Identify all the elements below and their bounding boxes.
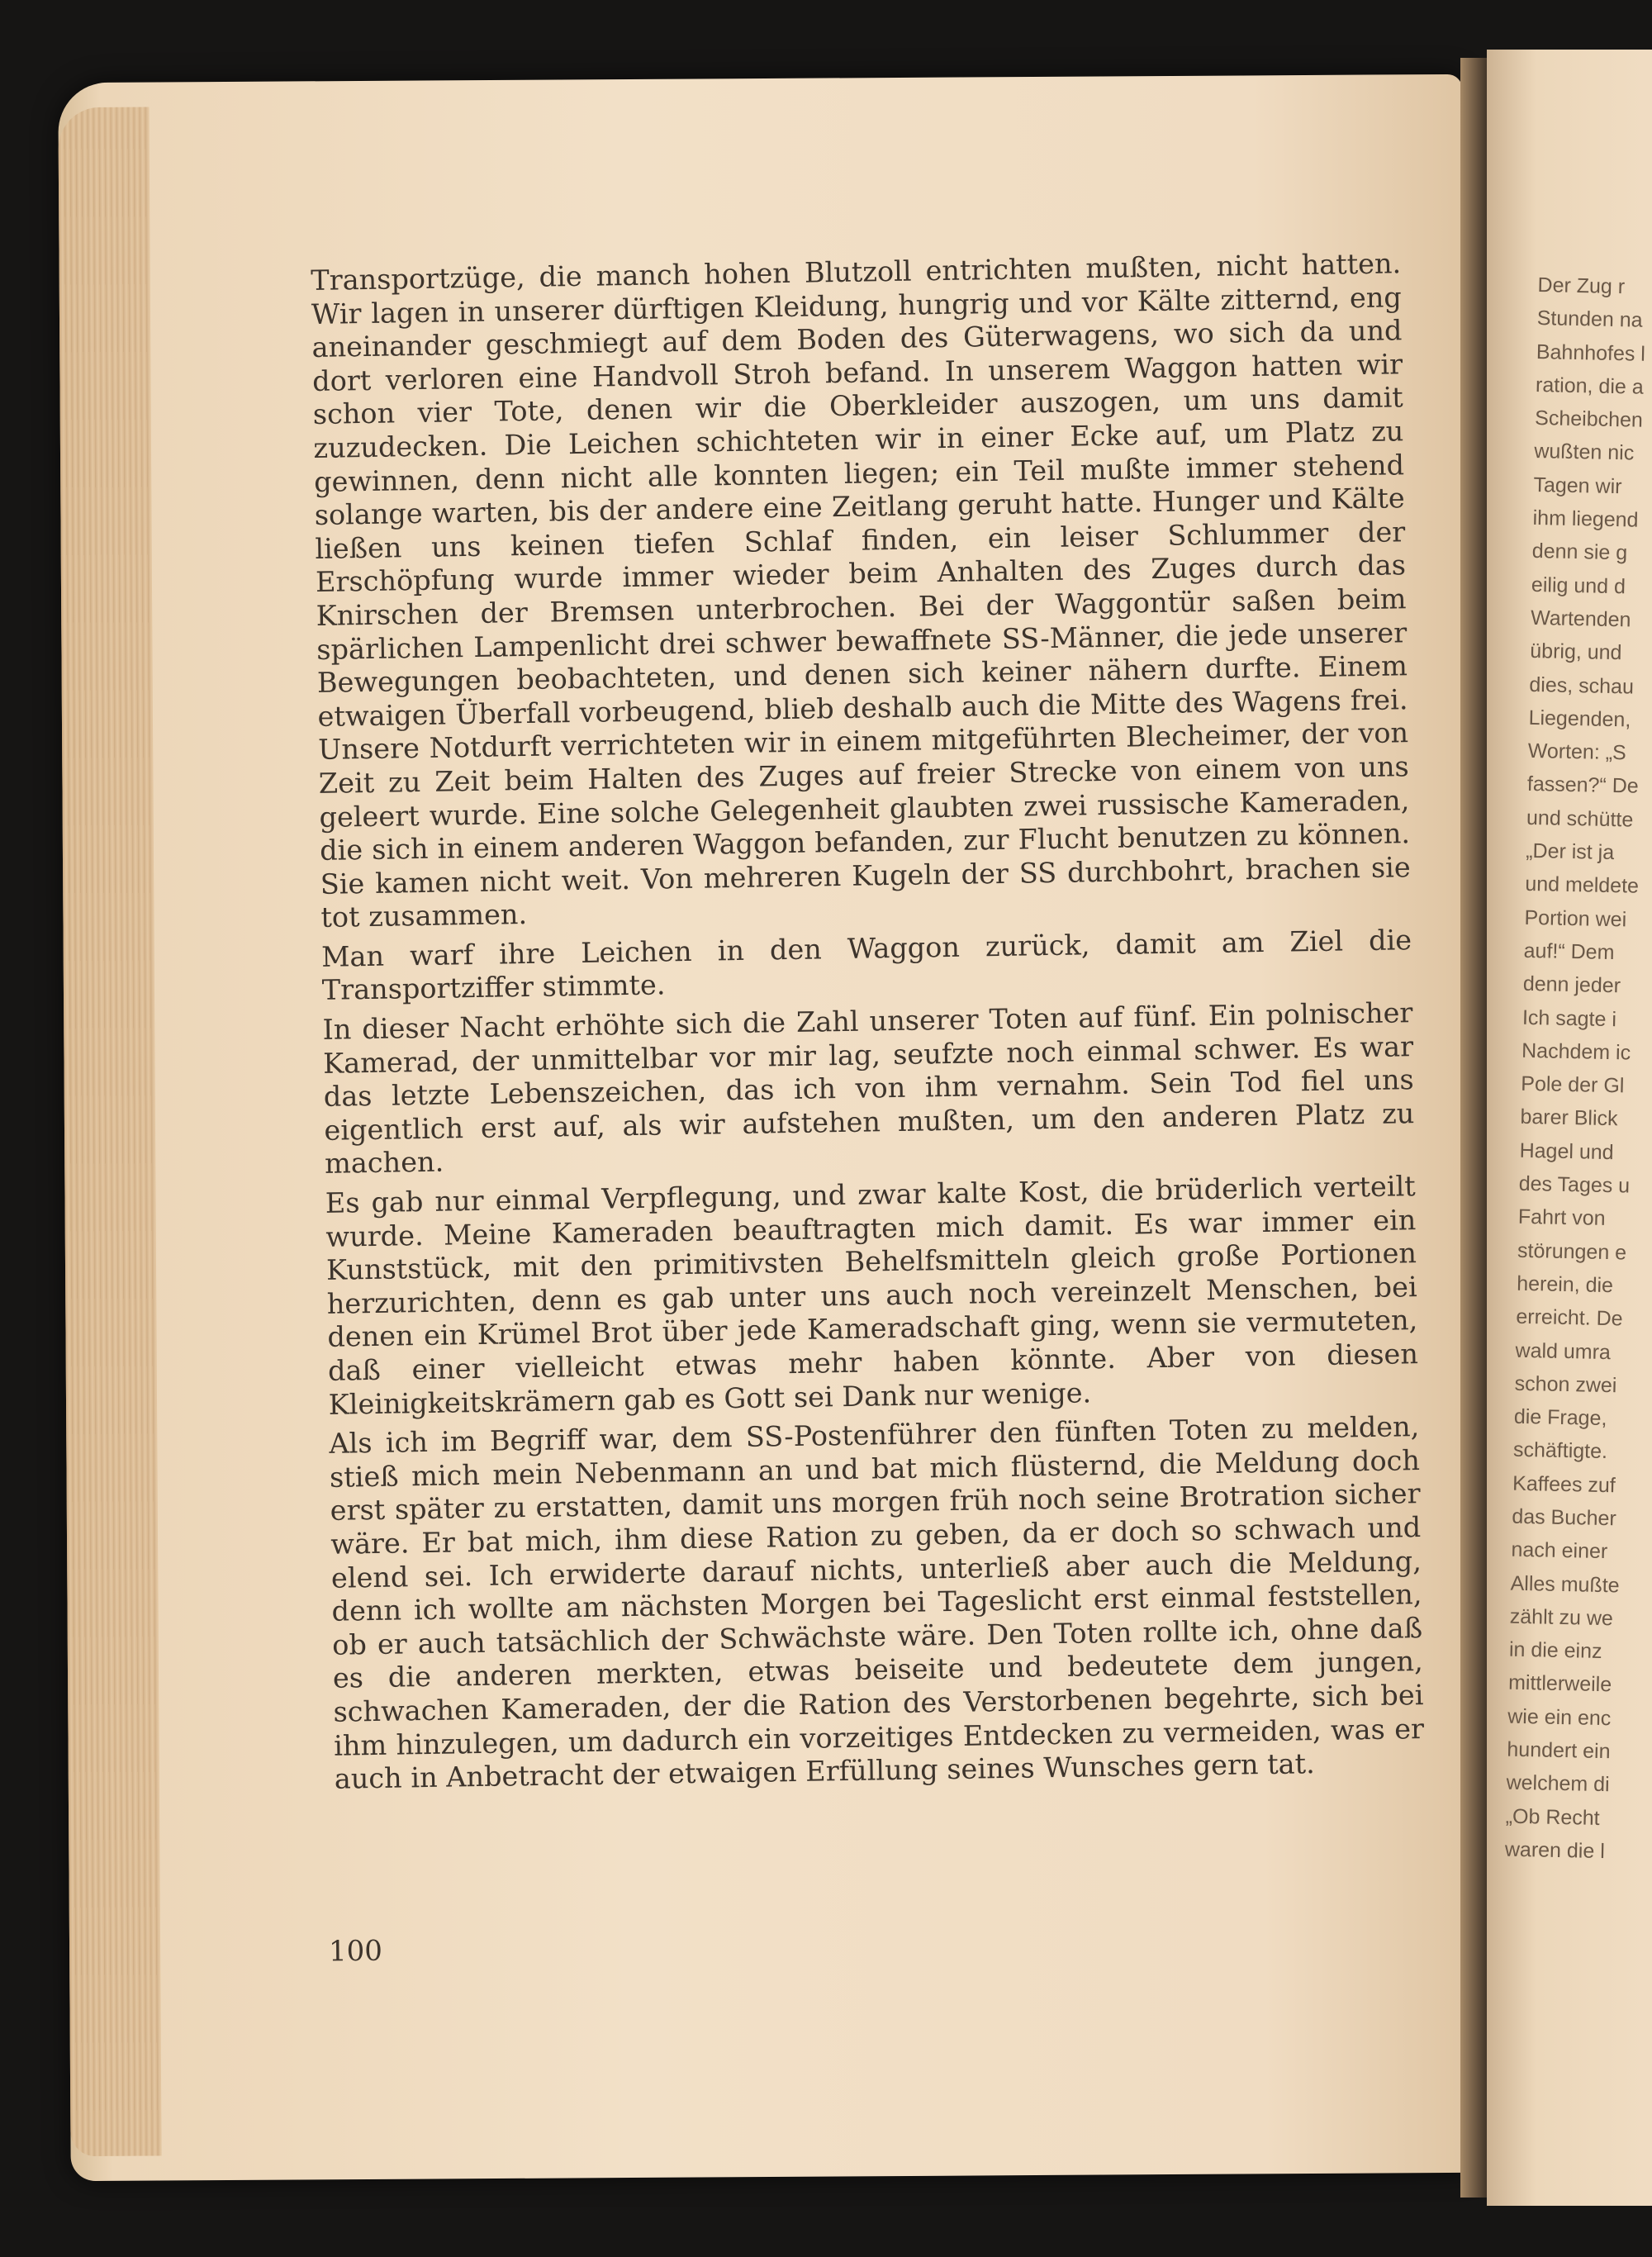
paragraph-3: In dieser Nacht erhöhte sich die Zahl unserer Toten auf fünf. Ein polnischer Kamerad, der unmittelbar vor mir lag, seufzte noch einmal schwer. Es war das letzte Lebenszeichen, das ich von ihm vernahm. Sein Tod fiel uns eigentlich erst auf, als wir aufstehen mußten, um den anderen Platz zu machen.	[322, 996, 1415, 1181]
paragraph-2: Man warf ihre Leichen in den Waggon zurück, damit am Ziel die Transportziffer stimmte.	[320, 924, 1412, 1007]
right-page-line: Nachdem ic	[1521, 1038, 1631, 1065]
right-page-line: Liegenden,	[1528, 706, 1631, 732]
right-page-line: herein, die	[1516, 1271, 1614, 1298]
right-page-line: Alles mußte	[1510, 1571, 1620, 1597]
right-page-line: denn jeder	[1522, 972, 1621, 998]
right-page-line: Tagen wir	[1533, 473, 1622, 498]
right-page-line: zählt zu we	[1509, 1604, 1614, 1631]
paragraph-1: Transportzüge, die manch hohen Blutzoll entrichten mußten, nicht hatten. Wir lagen in unserer dürftigen Kleidung, hungrig und vor Kälte zitternd, eng aneinander geschmiegt auf dem Boden des Güterwagens, wo sich da und dort verloren eine Handvoll Stroh befand. In unserem Waggon hatten wir schon vier Tote, denen wir die Oberkleider auszogen, um uns damit zuzudecken. Die Leichen schichteten wir in einer Ecke auf, um Platz zu gewinnen, denn nicht alle konnten liegen; ein Teil mußte immer stehend solange warten, bis der andere eine Zeitlang geruht hatte. Hunger und Kälte ließen uns keinen tiefen Schlaf finden, ein leiser Schlummer der Erschöpfung wurde immer wieder beim Anhalten des Zuges durch das Knirschen der Bremsen unterbrochen. Bei der Waggontür saßen beim spärlichen Lampenlicht drei schwer bewaffnete SS-Männer, die jede unserer Bewegungen beobachteten, und denen sich keiner nähern durfte. Einem etwaigen Überfall vorbeugend, blieb deshalb auch die Mitte des Wagens frei. Unsere Notdurft verrichteten wir in einem mitgeführten Blecheimer, der von Zeit zu Zeit beim Halten des Zuges auf freier Strecke von einem von uns geleert wurde. Eine solche Gelegenheit glaubten zwei russische Kameraden, die sich in einem anderen Waggon befanden, zur Flucht benutzen zu können. Sie kamen nicht weit. Von mehreren Kugeln der SS durchbohrt, brachen sie tot zusammen.	[311, 247, 1411, 934]
right-page-line: Portion wei	[1524, 905, 1627, 932]
right-page-line: ihm liegend	[1532, 506, 1639, 532]
right-page-line: hundert ein	[1507, 1737, 1611, 1764]
right-page-line: Pole der Gl	[1521, 1071, 1625, 1098]
right-page-line: Ich sagte i	[1521, 1005, 1617, 1031]
right-page-line: waren die l	[1504, 1837, 1606, 1864]
paragraph-4: Es gab nur einmal Verpflegung, und zwar kalte Kost, die brüderlich verteilt wurde. Meine Kameraden beauftragten mich damit. Es war immer ein Kunststück, mit den primitivsten Behelfsmitteln gleich große Portionen herzurichten, denn es gab unter uns auch noch vereinzelt Menschen, bei denen ein Krümel Brot über jede Kameradschaft ging, wenn sie vermuteten, daß einer vielleicht etwas mehr haben könnte. Aber von diesen Kleinigkeitskrämern gab es Gott sei Dank nur wenige.	[325, 1170, 1419, 1421]
right-page-line: Worten: „S	[1527, 739, 1627, 765]
right-page-line: nach einer	[1511, 1537, 1608, 1564]
right-page-line: barer Blick	[1520, 1105, 1618, 1131]
right-page-line: mittlerweile	[1507, 1671, 1612, 1697]
right-page-line: Hagel und	[1519, 1138, 1614, 1164]
right-page-line: welchem di	[1506, 1770, 1610, 1797]
right-page-line: wie ein enc	[1507, 1704, 1612, 1730]
body-text	[311, 247, 1425, 1802]
right-page-line: eilig und d	[1531, 573, 1626, 598]
right-page-line: Stunden na	[1536, 306, 1643, 332]
right-page-line: und schütte	[1526, 805, 1634, 832]
right-page-line: erreicht. De	[1516, 1304, 1623, 1331]
right-page-line: auf!“ Dem	[1523, 938, 1615, 965]
right-page-line: dies, schau	[1529, 672, 1635, 699]
right-page-line: störungen e	[1517, 1238, 1627, 1265]
right-page-line: Fahrt von	[1517, 1205, 1606, 1231]
right-page-line: und meldete	[1525, 872, 1640, 899]
right-page-line: wußten nic	[1534, 440, 1635, 465]
right-page-line: „Ob Recht	[1505, 1804, 1600, 1830]
right-page-line: Der Zug r	[1537, 273, 1626, 299]
right-page-line: Kaffees zuf	[1512, 1471, 1616, 1497]
page-number: 100	[328, 1934, 383, 1969]
right-page-line: das Bucher	[1512, 1504, 1617, 1531]
right-page-line: die Frage,	[1513, 1404, 1607, 1431]
right-page-line: Bahnhofes l	[1536, 340, 1646, 366]
right-page-line: Scheibchen	[1534, 406, 1644, 432]
right-page-line: schäftigte.	[1512, 1438, 1608, 1464]
right-page-line: ration, die a	[1535, 373, 1644, 399]
paragraph-5: Als ich im Begriff war, dem SS-Postenführer den fünften Toten zu melden, stieß mich mein Nebenmann an und bat mich flüsternd, die Meldung doch erst später zu erstatten, damit uns morgen früh noch seine Brotration sicher wäre. Er bat mich, ihm diese Ration zu geben, da er doch so schwach und elend sei. Ich erwiderte darauf nichts, unterließ aber auch die Meldung, denn ich wollte am nächsten Morgen bei Tageslicht erst einmal feststellen, ob er auch tatsächlich der Schwächste wäre. Den Toten rollte ich, ohne daß es die anderen merkten, etwas beiseite und bedeutete dem jungen, schwachen Kameraden, der die Ration des Verstorbenen begehrte, sich bei ihm hinzulegen, um dadurch ein vorzeitiges Entdecken zu vermeiden, was er auch in Anbetracht der etwaigen Erfüllung seines Wunsches gern tat.	[329, 1410, 1425, 1795]
right-page-line: schon zwei	[1514, 1371, 1617, 1398]
right-page-line: „Der ist ja	[1525, 839, 1615, 865]
right-page-line: fassen?“ De	[1526, 772, 1639, 799]
right-page-line: des Tages u	[1518, 1171, 1631, 1198]
right-page-line: Wartenden	[1530, 606, 1631, 632]
right-page-line: wald umra	[1515, 1338, 1612, 1364]
page-edge-stack	[58, 107, 161, 2157]
right-page-line: denn sie g	[1531, 539, 1628, 565]
right-page-line: in die einz	[1508, 1637, 1602, 1664]
right-page-line: übrig, und	[1530, 639, 1622, 665]
